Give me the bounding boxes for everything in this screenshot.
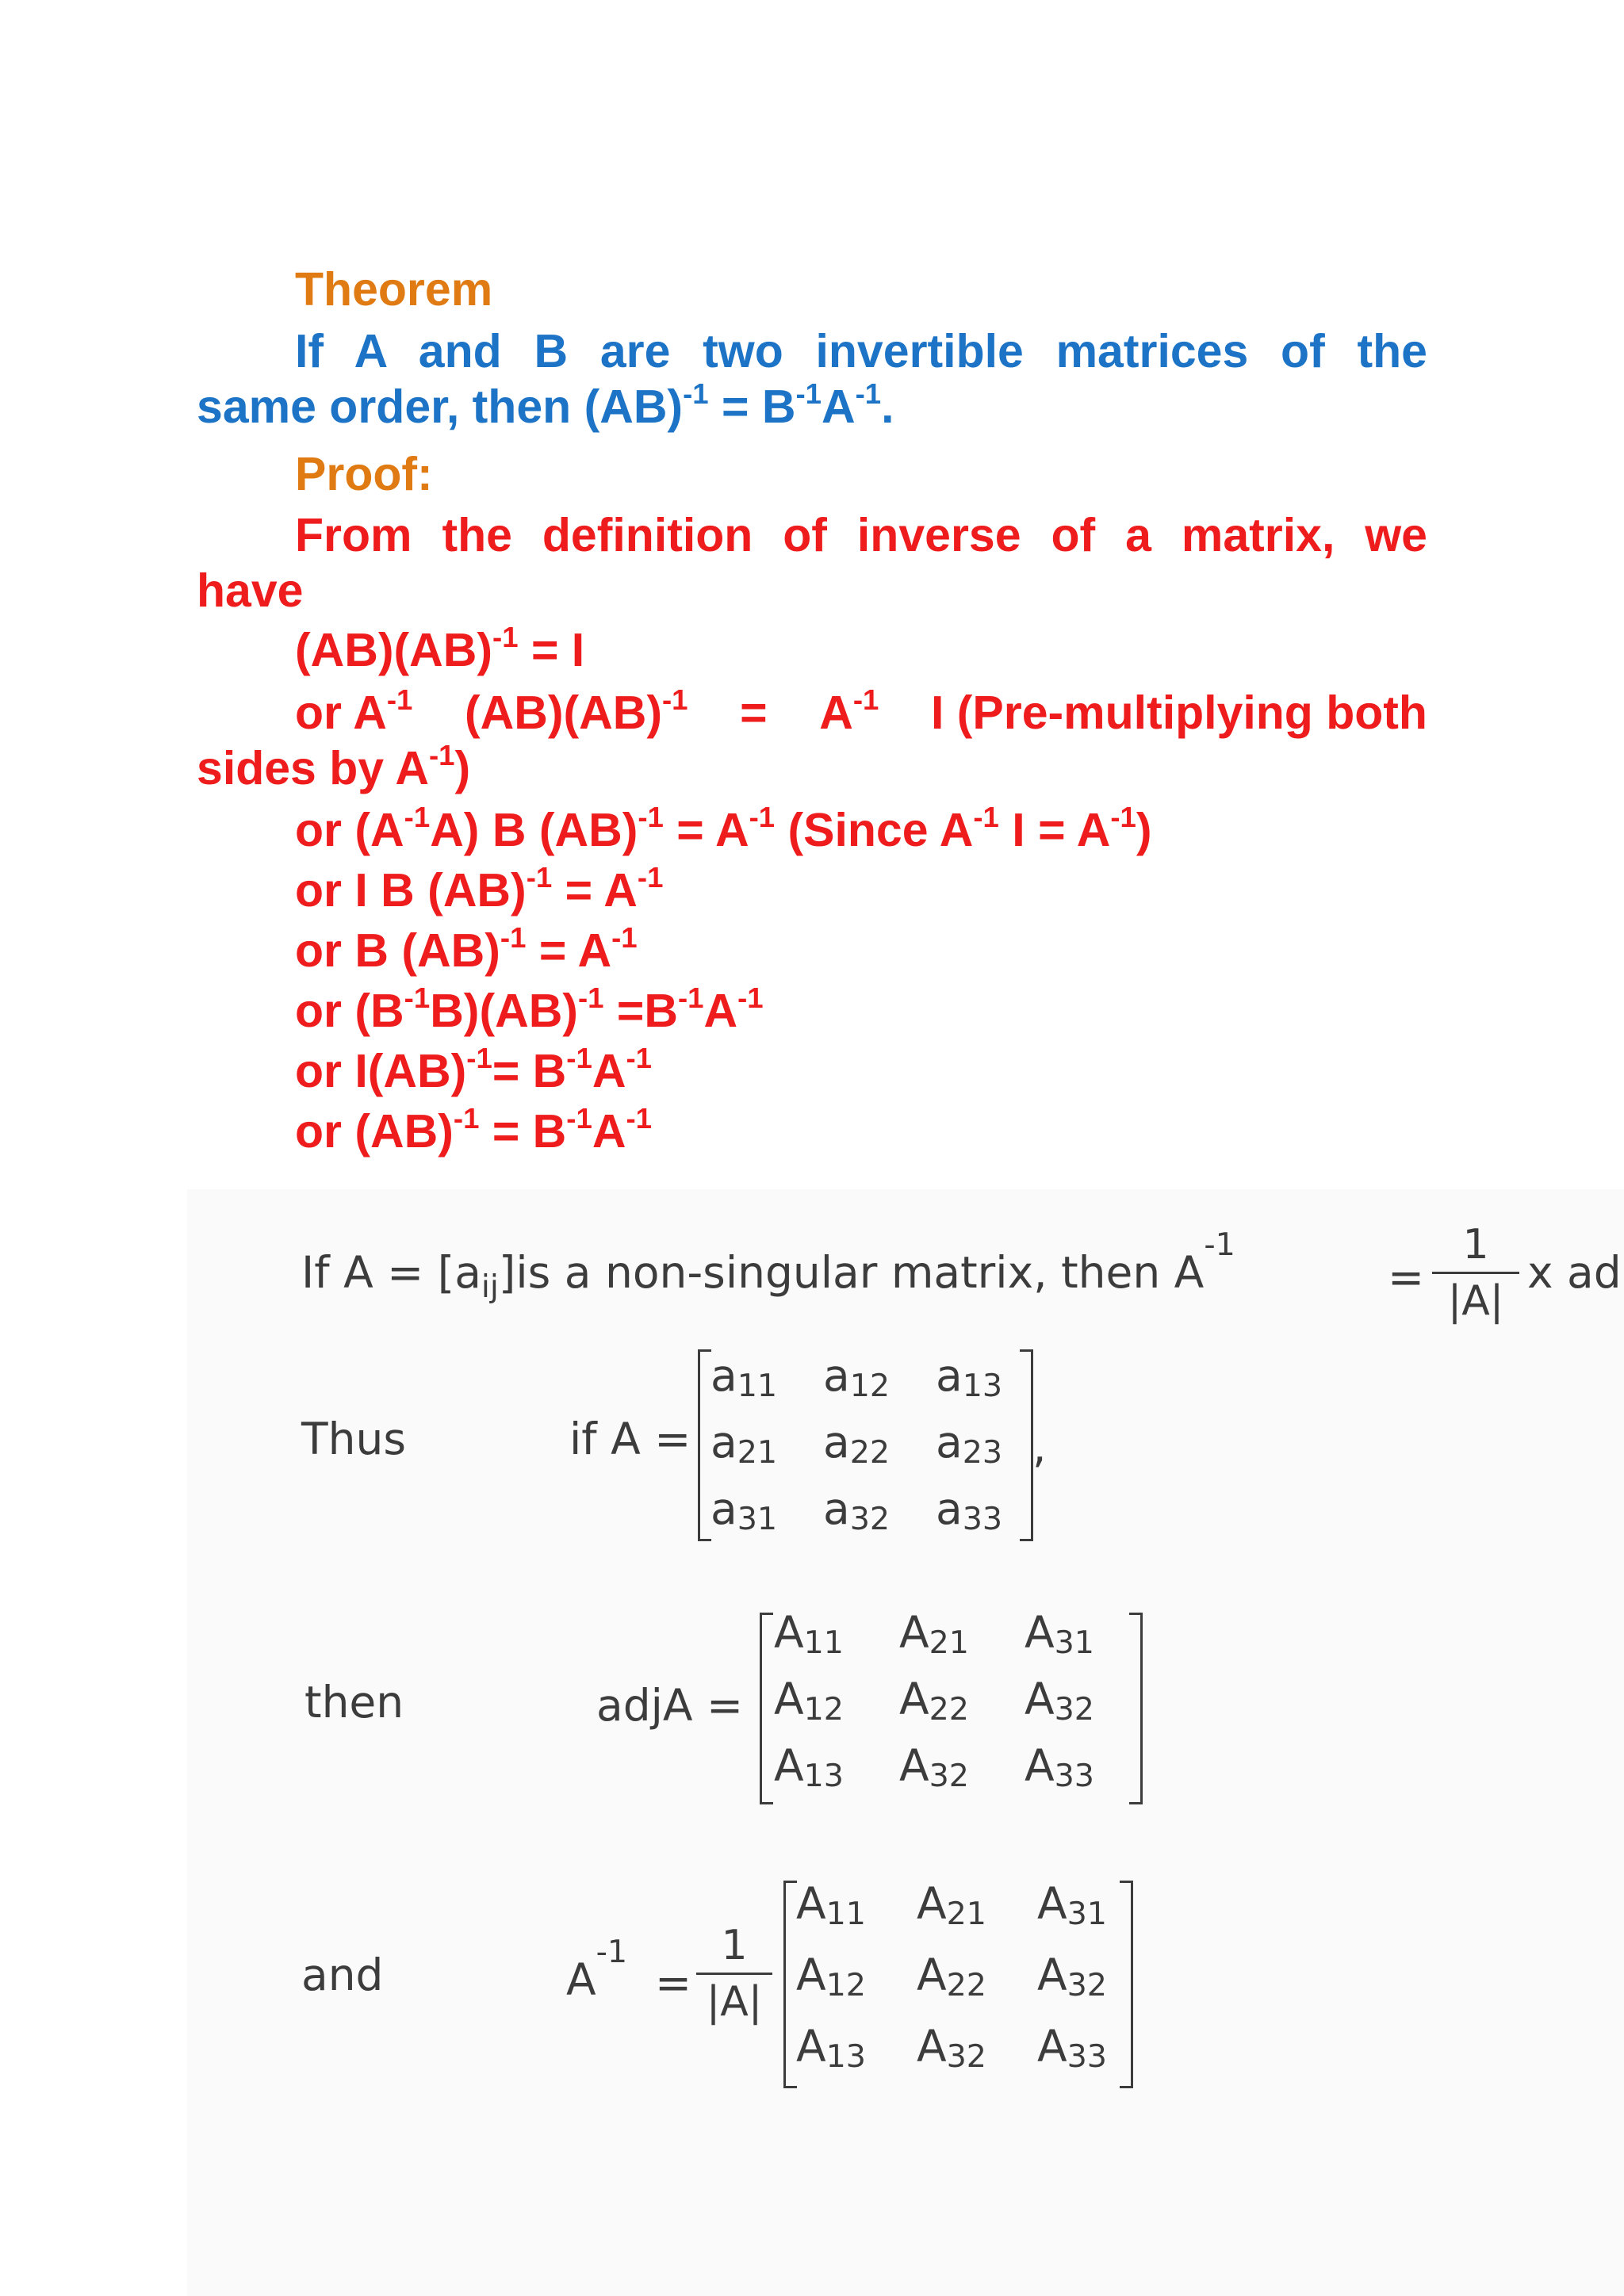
inv-matrix-cell-r3-c1: $A_{13}$	[796, 2021, 866, 2076]
proof-line-2: have	[197, 564, 304, 617]
theorem-heading: Theorem	[295, 263, 493, 316]
if-A-label: if A =	[569, 1414, 691, 1464]
proof-step-3: or $(A^{-1}A)$ B $(AB)^{-1} = A^{-1}$ (Since $A^{-1}$ $I = A^{-1}$)	[295, 801, 1152, 856]
adj-matrix-cell-r1-c2: $A_{21}$	[899, 1607, 969, 1662]
adj-matrix-left-bracket	[760, 1613, 773, 1804]
matrix-a-cell-r1-c1: $a_{11}$	[710, 1350, 778, 1405]
matrix-a-cell-r3-c2: $a_{32}$	[823, 1483, 891, 1538]
Ainv-equals: =	[655, 1957, 692, 2008]
then-label: then	[304, 1677, 404, 1728]
matrix-a-cell-r2-c3: $a_{23}$	[936, 1417, 1003, 1471]
matrix-a-cell-r1-c2: $a_{12}$	[823, 1350, 891, 1405]
proof-step-8: or $(AB)^{-1} = B^{-1}A^{-1}$	[295, 1102, 652, 1158]
matrix-a-cell-r3-c3: $a_{33}$	[936, 1483, 1003, 1538]
inv-matrix-cell-r3-c2: $A_{32}$	[917, 2021, 986, 2076]
inv-matrix-cell-r1-c2: $A_{21}$	[917, 1878, 986, 1933]
formula-equals: =	[1388, 1252, 1425, 1303]
matrix-a-right-bracket	[1020, 1349, 1033, 1541]
adj-matrix-cell-r2-c2: $A_{22}$	[899, 1674, 969, 1728]
adj-matrix-cell-r3-c3: $A_{33}$	[1025, 1740, 1094, 1795]
matrix-a-cell-r2-c1: $a_{21}$	[710, 1417, 778, 1471]
adj-matrix-cell-r1-c3: $A_{31}$	[1025, 1607, 1094, 1662]
adj-matrix-cell-r2-c1: $A_{12}$	[774, 1674, 844, 1728]
adj-matrix-cell-r2-c3: $A_{32}$	[1025, 1674, 1094, 1728]
proof-step-2: or $A^{-1}$ (AB)(AB)$^{-1}$ = $A^{-1}$ I (Pre-multiplying both	[295, 683, 1427, 739]
formula-tail: x ad	[1527, 1247, 1622, 1298]
matrix-a-left-bracket	[698, 1349, 711, 1541]
Ainv-label: $A^{-1}$	[566, 1933, 628, 2005]
matrix-comma: ,	[1032, 1422, 1047, 1472]
matrix-a-cell-r2-c2: $a_{22}$	[823, 1417, 891, 1471]
proof-line-1: From the definition of inverse of a matrix, we	[295, 509, 1427, 561]
adj-matrix-cell-r1-c1: $A_{11}$	[774, 1607, 844, 1662]
adj-matrix-cell-r3-c2: $A_{32}$	[899, 1740, 969, 1795]
inv-matrix-cell-r2-c1: $A_{12}$	[796, 1950, 866, 2004]
matrix-a-cell-r3-c1: $a_{31}$	[710, 1483, 778, 1538]
inv-matrix-cell-r1-c1: $A_{11}$	[796, 1878, 866, 1933]
proof-step-6: or $(B^{-1}B)(AB)^{-1} =B^{-1}A^{-1}$	[295, 982, 764, 1037]
proof-step-2-cont: sides by $A^{-1}$)	[197, 739, 471, 794]
formula-fraction: 1 |A|	[1432, 1221, 1519, 1325]
inverse-formula-line: If $A = [a_{ij}]is$ a non-singular matrix, then $A^{-1}$	[301, 1226, 1235, 1305]
proof-heading: Proof:	[295, 448, 433, 500]
adj-matrix-right-bracket	[1129, 1613, 1143, 1804]
inv-matrix-left-bracket	[783, 1881, 797, 2088]
and-label: and	[301, 1950, 384, 2000]
proof-step-5: or B $(AB)^{-1} = A^{-1}$	[295, 921, 638, 977]
theorem-line-1: If A and B are two invertible matrices of the	[295, 325, 1427, 377]
inv-matrix-right-bracket	[1120, 1881, 1133, 2088]
adjA-label: adjA =	[596, 1680, 744, 1731]
adj-matrix-cell-r3-c1: $A_{13}$	[774, 1740, 844, 1795]
proof-step-7: or $I(AB)^{-1}= B^{-1}A^{-1}$	[295, 1042, 652, 1097]
proof-step-1: (AB)(AB)$^{-1}$ = I	[295, 621, 585, 676]
Ainv-fraction: 1 |A|	[696, 1922, 772, 2026]
thus-label: Thus	[301, 1414, 406, 1464]
theorem-line-2: same order, then $(AB)^{-1} = B^{-1}A^{-1}$.	[197, 377, 894, 433]
proof-step-4: or I B $(AB)^{-1} = A^{-1}$	[295, 861, 664, 916]
inv-matrix-cell-r3-c3: $A_{33}$	[1037, 2021, 1107, 2076]
inv-matrix-cell-r2-c2: $A_{22}$	[917, 1950, 986, 2004]
inv-matrix-cell-r2-c3: $A_{32}$	[1037, 1950, 1107, 2004]
matrix-a-cell-r1-c3: $a_{13}$	[936, 1350, 1003, 1405]
inv-matrix-cell-r1-c3: $A_{31}$	[1037, 1878, 1107, 1933]
